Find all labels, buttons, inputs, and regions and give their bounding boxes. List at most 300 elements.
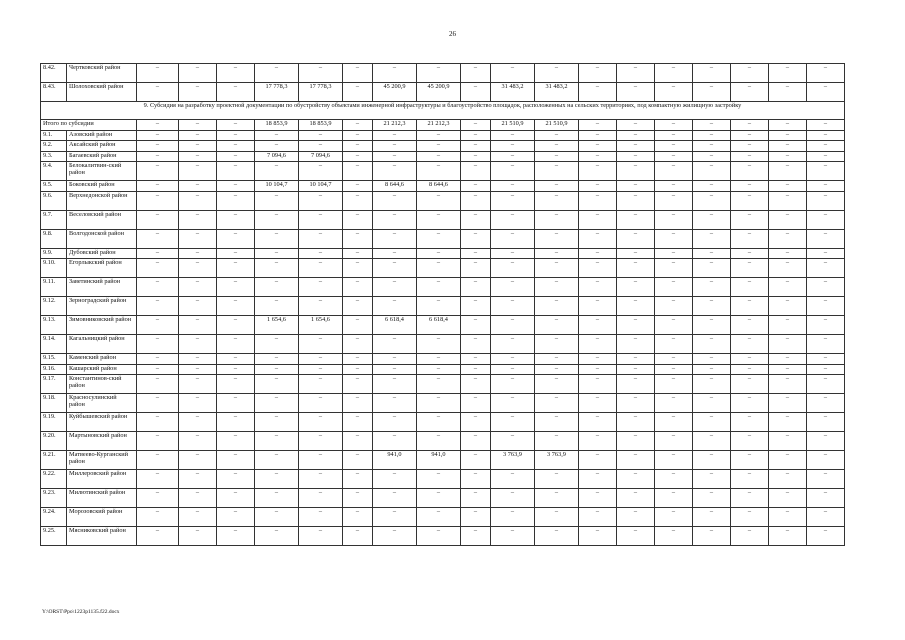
section-header-row (41, 102, 845, 120)
value-cell: – (731, 375, 769, 394)
value-cell: – (373, 489, 417, 508)
value-cell: – (255, 191, 299, 210)
value-cell: – (217, 316, 255, 335)
value-cell: – (343, 354, 373, 365)
value-cell: – (807, 451, 845, 470)
value-cell: – (579, 394, 617, 413)
row-number: 9.15. (41, 354, 67, 365)
value-cell: – (299, 413, 343, 432)
value-cell: – (217, 151, 255, 162)
value-cell: – (693, 470, 731, 489)
value-cell: – (373, 335, 417, 354)
value-cell: – (617, 413, 655, 432)
value-cell: – (179, 527, 217, 546)
value-cell: – (217, 413, 255, 432)
value-cell: – (807, 527, 845, 546)
district-name: Егорлыкский район (67, 259, 137, 278)
value-cell: – (299, 278, 343, 297)
value-cell: – (137, 364, 179, 375)
table-row (41, 162, 845, 181)
table-row (41, 527, 845, 546)
value-cell: – (299, 451, 343, 470)
value-cell: – (655, 162, 693, 181)
value-cell: – (461, 191, 491, 210)
value-cell: – (217, 354, 255, 365)
value-cell: – (617, 191, 655, 210)
value-cell: – (491, 229, 535, 248)
row-number: 9.23. (41, 489, 67, 508)
value-cell: – (491, 278, 535, 297)
value-cell: – (217, 130, 255, 141)
value-cell: – (579, 451, 617, 470)
value-cell: – (343, 394, 373, 413)
value-cell: – (535, 470, 579, 489)
value-cell: – (693, 259, 731, 278)
value-cell: – (731, 394, 769, 413)
value-cell: – (217, 162, 255, 181)
table-row (41, 297, 845, 316)
table-row (41, 375, 845, 394)
value-cell: – (217, 64, 255, 83)
value-cell: – (373, 364, 417, 375)
value-cell: – (731, 141, 769, 152)
value-cell: – (655, 278, 693, 297)
value-cell: – (655, 470, 693, 489)
value-cell: – (535, 508, 579, 527)
value-cell: – (655, 394, 693, 413)
row-number: 9.16. (41, 364, 67, 375)
value-cell: – (461, 432, 491, 451)
value-cell: – (179, 278, 217, 297)
row-number: 9.22. (41, 470, 67, 489)
value-cell: – (535, 394, 579, 413)
value-cell: – (299, 364, 343, 375)
value-cell: – (769, 248, 807, 259)
value-cell: – (693, 210, 731, 229)
value-cell: – (255, 162, 299, 181)
value-cell: – (299, 394, 343, 413)
value-cell: – (731, 229, 769, 248)
value-cell: – (617, 259, 655, 278)
value-cell: – (217, 181, 255, 192)
rows-after (41, 120, 845, 546)
value-cell: – (461, 120, 491, 131)
value-cell: – (617, 451, 655, 470)
row-number: 9.13. (41, 316, 67, 335)
value-cell: – (137, 229, 179, 248)
value-cell: – (693, 141, 731, 152)
value-cell: – (807, 297, 845, 316)
value-cell: – (807, 316, 845, 335)
value-cell: – (179, 316, 217, 335)
value-cell: – (179, 489, 217, 508)
table-row (41, 130, 845, 141)
value-cell: – (343, 162, 373, 181)
value-cell: 45 200,9 (417, 83, 461, 102)
value-cell: – (343, 364, 373, 375)
value-cell: – (461, 316, 491, 335)
value-cell: – (217, 508, 255, 527)
row-number: 9.11. (41, 278, 67, 297)
value-cell: – (217, 210, 255, 229)
value-cell: – (137, 248, 179, 259)
value-cell: – (373, 191, 417, 210)
table-row (41, 354, 845, 365)
value-cell: – (343, 120, 373, 131)
value-cell: – (693, 316, 731, 335)
value-cell: – (579, 413, 617, 432)
value-cell: – (769, 141, 807, 152)
value-cell: – (769, 354, 807, 365)
value-cell: – (491, 191, 535, 210)
value-cell: – (461, 259, 491, 278)
value-cell: – (617, 489, 655, 508)
table-row (41, 278, 845, 297)
value-cell: – (731, 191, 769, 210)
value-cell: – (373, 470, 417, 489)
value-cell: – (179, 335, 217, 354)
value-cell: – (373, 413, 417, 432)
value-cell: – (731, 335, 769, 354)
value-cell: – (617, 432, 655, 451)
value-cell: – (255, 130, 299, 141)
value-cell: – (255, 229, 299, 248)
value-cell: – (417, 151, 461, 162)
row-number: 9.25. (41, 527, 67, 546)
value-cell: – (693, 248, 731, 259)
value-cell: – (217, 375, 255, 394)
value-cell: – (417, 394, 461, 413)
value-cell: – (299, 375, 343, 394)
value-cell: – (343, 210, 373, 229)
value-cell: – (769, 432, 807, 451)
value-cell: – (255, 278, 299, 297)
district-name: Шолоховский район (67, 83, 137, 102)
value-cell: – (137, 181, 179, 192)
value-cell: – (535, 297, 579, 316)
value-cell: – (535, 364, 579, 375)
value-cell: – (617, 335, 655, 354)
value-cell: – (693, 335, 731, 354)
value-cell: – (417, 64, 461, 83)
district-name: Аксайский район (67, 141, 137, 152)
value-cell: – (491, 151, 535, 162)
value-cell: – (807, 229, 845, 248)
value-cell: – (693, 432, 731, 451)
value-cell: – (655, 64, 693, 83)
table-row (41, 259, 845, 278)
value-cell: – (579, 354, 617, 365)
value-cell: – (731, 413, 769, 432)
value-cell: – (579, 508, 617, 527)
value-cell: – (461, 210, 491, 229)
value-cell: – (461, 248, 491, 259)
value-cell: – (179, 162, 217, 181)
value-cell: – (179, 141, 217, 152)
value-cell: – (343, 316, 373, 335)
row-number: 9.1. (41, 130, 67, 141)
table-row (41, 489, 845, 508)
value-cell: – (731, 489, 769, 508)
value-cell: – (179, 375, 217, 394)
value-cell: – (299, 508, 343, 527)
value-cell: – (255, 141, 299, 152)
value-cell: – (807, 64, 845, 83)
value-cell: – (769, 527, 807, 546)
value-cell: 1 654,6 (255, 316, 299, 335)
value-cell: – (137, 470, 179, 489)
value-cell: – (417, 375, 461, 394)
value-cell: – (655, 297, 693, 316)
table-row (41, 394, 845, 413)
district-name: Заветинский район (67, 278, 137, 297)
value-cell: – (535, 316, 579, 335)
value-cell: – (491, 375, 535, 394)
value-cell: – (217, 297, 255, 316)
value-cell: – (343, 508, 373, 527)
value-cell: – (731, 470, 769, 489)
value-cell: – (617, 278, 655, 297)
value-cell: – (137, 130, 179, 141)
value-cell: – (461, 470, 491, 489)
value-cell: 8 644,6 (373, 181, 417, 192)
value-cell: – (579, 64, 617, 83)
value-cell: – (769, 210, 807, 229)
district-name: Зимовниковский район (67, 316, 137, 335)
row-number: 9.8. (41, 229, 67, 248)
value-cell: – (179, 364, 217, 375)
section-title: 9. Субсидия на разработку проектной документации по обустройству объектами инженерной инфраструктуры и благоустройство площадок, расположенных на сельских территориях, под компактную жилищную застройку (41, 102, 845, 120)
table-row (41, 141, 845, 152)
value-cell: – (655, 229, 693, 248)
value-cell: – (217, 248, 255, 259)
value-cell: – (807, 248, 845, 259)
row-number: 9.10. (41, 259, 67, 278)
value-cell: – (343, 181, 373, 192)
value-cell: – (579, 229, 617, 248)
value-cell: – (693, 278, 731, 297)
value-cell: – (255, 248, 299, 259)
value-cell: – (417, 162, 461, 181)
value-cell: – (655, 151, 693, 162)
value-cell: – (535, 141, 579, 152)
value-cell: – (617, 141, 655, 152)
value-cell: – (217, 364, 255, 375)
value-cell: – (217, 335, 255, 354)
table-row (41, 151, 845, 162)
district-name: Кашарский район (67, 364, 137, 375)
value-cell: 941,0 (373, 451, 417, 470)
value-cell: – (217, 470, 255, 489)
row-number: 9.5. (41, 181, 67, 192)
value-cell: – (693, 130, 731, 141)
table-row (41, 451, 845, 470)
value-cell: – (579, 335, 617, 354)
value-cell: – (137, 413, 179, 432)
value-cell: – (137, 210, 179, 229)
value-cell: – (655, 141, 693, 152)
value-cell: – (617, 151, 655, 162)
value-cell: – (255, 364, 299, 375)
value-cell: – (417, 229, 461, 248)
value-cell: – (693, 489, 731, 508)
value-cell: – (417, 278, 461, 297)
value-cell: – (693, 151, 731, 162)
value-cell: – (731, 210, 769, 229)
value-cell: – (299, 210, 343, 229)
value-cell: – (769, 278, 807, 297)
value-cell: 21 510,9 (535, 120, 579, 131)
value-cell: – (417, 130, 461, 141)
district-name: Куйбышевский район (67, 413, 137, 432)
value-cell: – (137, 451, 179, 470)
value-cell: – (299, 335, 343, 354)
row-number: 8.42. (41, 64, 67, 83)
page-number: 26 (449, 30, 456, 38)
value-cell: – (731, 297, 769, 316)
value-cell: – (179, 413, 217, 432)
value-cell: – (535, 181, 579, 192)
value-cell: – (655, 413, 693, 432)
value-cell: – (731, 451, 769, 470)
value-cell: – (137, 278, 179, 297)
value-cell: – (807, 278, 845, 297)
value-cell: – (299, 191, 343, 210)
value-cell: – (769, 375, 807, 394)
value-cell: – (491, 354, 535, 365)
value-cell: – (769, 316, 807, 335)
value-cell: – (299, 141, 343, 152)
value-cell: – (579, 316, 617, 335)
value-cell: – (255, 470, 299, 489)
value-cell: – (655, 508, 693, 527)
value-cell: – (655, 120, 693, 131)
value-cell: – (731, 83, 769, 102)
value-cell: – (299, 64, 343, 83)
district-name: Миллеровский район (67, 470, 137, 489)
value-cell: – (807, 141, 845, 152)
value-cell: – (535, 229, 579, 248)
value-cell: 3 763,9 (535, 451, 579, 470)
value-cell: – (373, 210, 417, 229)
value-cell: – (535, 151, 579, 162)
row-number: 9.19. (41, 413, 67, 432)
value-cell: – (343, 259, 373, 278)
value-cell: – (255, 432, 299, 451)
footer-file-path: Y:\ORST\Ppo\1223p1135.f22.docx (42, 609, 120, 615)
value-cell: – (535, 248, 579, 259)
value-cell: – (461, 375, 491, 394)
value-cell: – (137, 259, 179, 278)
value-cell: – (731, 364, 769, 375)
value-cell: – (255, 413, 299, 432)
district-name: Морозовский район (67, 508, 137, 527)
row-number: 9.2. (41, 141, 67, 152)
value-cell: – (137, 354, 179, 365)
value-cell: – (417, 470, 461, 489)
value-cell: – (343, 130, 373, 141)
value-cell: – (217, 451, 255, 470)
value-cell: – (137, 64, 179, 83)
row-number: 9.4. (41, 162, 67, 181)
value-cell: – (299, 432, 343, 451)
value-cell: – (137, 432, 179, 451)
value-cell: – (299, 259, 343, 278)
district-name: Зерноградский район (67, 297, 137, 316)
value-cell: – (491, 64, 535, 83)
value-cell: – (731, 527, 769, 546)
value-cell: – (655, 248, 693, 259)
value-cell: – (579, 259, 617, 278)
row-number: 9.14. (41, 335, 67, 354)
value-cell: – (373, 130, 417, 141)
value-cell: – (693, 394, 731, 413)
value-cell: – (255, 297, 299, 316)
value-cell: – (491, 394, 535, 413)
table-row (41, 120, 845, 131)
value-cell: – (693, 181, 731, 192)
value-cell: – (769, 451, 807, 470)
value-cell: – (179, 451, 217, 470)
value-cell: – (373, 394, 417, 413)
value-cell: – (693, 375, 731, 394)
value-cell: – (343, 375, 373, 394)
value-cell: 10 104,7 (299, 181, 343, 192)
row-number: 8.43. (41, 83, 67, 102)
value-cell: – (255, 210, 299, 229)
value-cell: – (731, 162, 769, 181)
value-cell: – (769, 364, 807, 375)
value-cell: – (731, 151, 769, 162)
value-cell: – (535, 130, 579, 141)
value-cell: – (343, 141, 373, 152)
table-row (41, 508, 845, 527)
value-cell: – (217, 191, 255, 210)
value-cell: – (217, 278, 255, 297)
value-cell: 45 200,9 (373, 83, 417, 102)
value-cell: 941,0 (417, 451, 461, 470)
value-cell: – (491, 259, 535, 278)
value-cell: – (461, 364, 491, 375)
district-name: Мартыновский район (67, 432, 137, 451)
total-label: Итого по субсидии (41, 120, 137, 131)
value-cell: – (693, 297, 731, 316)
value-cell: – (299, 162, 343, 181)
value-cell: – (807, 259, 845, 278)
value-cell: – (255, 394, 299, 413)
value-cell: – (343, 151, 373, 162)
table-row (41, 335, 845, 354)
value-cell: – (769, 508, 807, 527)
table-row (41, 229, 845, 248)
value-cell: – (579, 470, 617, 489)
value-cell: – (693, 413, 731, 432)
row-number: 9.9. (41, 248, 67, 259)
value-cell: – (417, 141, 461, 152)
value-cell: – (579, 141, 617, 152)
value-cell: – (255, 489, 299, 508)
value-cell: – (731, 64, 769, 83)
value-cell: – (769, 470, 807, 489)
value-cell: – (137, 151, 179, 162)
value-cell: – (461, 413, 491, 432)
value-cell: – (491, 508, 535, 527)
value-cell: – (535, 432, 579, 451)
value-cell: – (491, 248, 535, 259)
value-cell: – (617, 375, 655, 394)
value-cell: – (343, 83, 373, 102)
value-cell: – (179, 229, 217, 248)
